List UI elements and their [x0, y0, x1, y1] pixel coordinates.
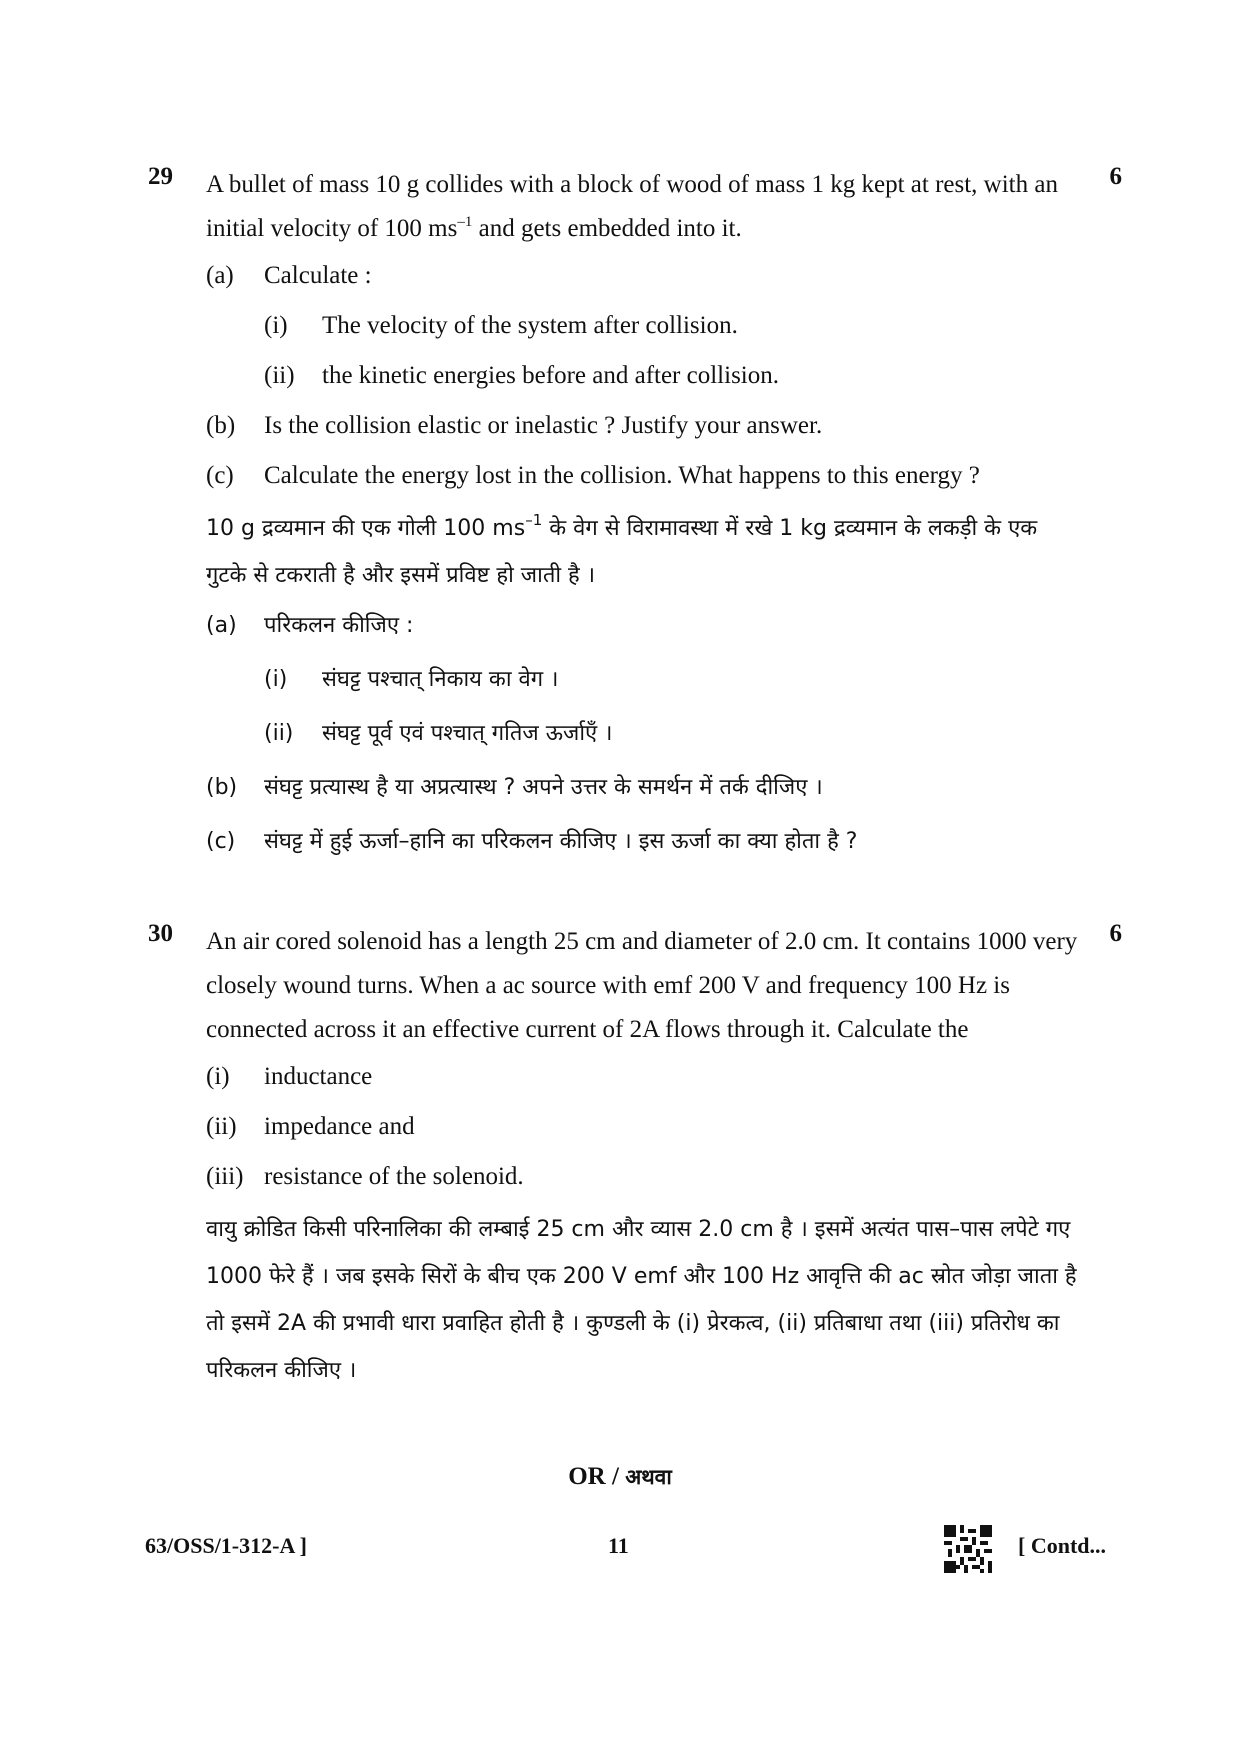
subpart-text: Calculate : [264, 262, 372, 289]
stem-text: and gets embedded into it. [472, 215, 742, 242]
subpart-a [206, 599, 1082, 653]
subpart-text: संघट्ट पश्चात् निकाय का वेग । [322, 667, 559, 692]
subpart-text: संघट्ट प्रत्यास्थ है या अप्रत्यास्थ ? अपने उत्तर के समर्थन में तर्क दीजिए । [264, 775, 823, 800]
superscript: –1 [457, 214, 473, 230]
qr-code-icon [944, 1525, 992, 1573]
paper-code: 63/OSS/1-312-A ] [145, 1533, 307, 1558]
subpart-label: (i) [264, 667, 288, 692]
subpart-label: (c) [206, 462, 234, 489]
subpart-iii [206, 1152, 1082, 1202]
subpart-label: (i) [206, 1063, 230, 1090]
subpart-i [206, 1052, 1082, 1102]
subpart-text: Is the collision elastic or inelastic ? Justify your answer. [264, 412, 823, 439]
stem-text: के वेग से विरामावस्था में रखे 1 kg द्रव्यमान के लकड़ी के एक गुटके से टकराती है और इसमें प्रविष्ट हो जाती है । [206, 516, 1038, 588]
question-29 [140, 163, 1130, 869]
or-divider [0, 1463, 1240, 1491]
subpart-text: impedance and [264, 1113, 415, 1140]
question-29-english [206, 163, 1082, 501]
superscript: –1 [525, 511, 543, 529]
subpart-a-i [264, 653, 1082, 707]
subpart-label: (c) [206, 829, 236, 854]
or-separator: / [605, 1463, 626, 1490]
subpart-label: (b) [206, 775, 238, 800]
stem-text: A bullet of mass 10 g collides with a block of wood of mass 1 kg kept at rest, with an initial velocity of 100 ms [206, 171, 1058, 242]
subpart-a-ii [264, 351, 1082, 401]
subpart-text: The velocity of the system after collision. [322, 312, 738, 339]
question-stem: An air cored solenoid has a length 25 cm and diameter of 2.0 cm. It contains 1000 very closely wound turns. When a ac source with emf 200 V and frequency 100 Hz is connected across it an effective current of 2A flows through it. Calculate the [206, 928, 1078, 1043]
question-stem [206, 505, 1082, 599]
question-30 [140, 920, 1130, 1394]
question-marks: 6 [1109, 163, 1122, 190]
question-number: 30 [148, 920, 173, 947]
subpart-label: (b) [206, 412, 236, 439]
subpart-text: संघट्ट पूर्व एवं पश्चात् गतिज ऊर्जाएँ । [322, 721, 613, 746]
subpart-text: resistance of the solenoid. [264, 1163, 524, 1190]
stem-text: 10 g द्रव्यमान की एक गोली 100 ms [206, 516, 526, 541]
subpart-text: the kinetic energies before and after collision. [322, 362, 779, 389]
page-number: 11 [608, 1533, 629, 1558]
subpart-label: (iii) [206, 1163, 244, 1190]
question-marks: 6 [1109, 920, 1122, 947]
subpart-ii [206, 1102, 1082, 1152]
subpart-text: संघट्ट में हुई ऊर्जा–हानि का परिकलन कीजिए । इस ऊर्जा का क्या होता है ? [264, 829, 858, 854]
subpart-c [206, 451, 1082, 501]
subpart-a [206, 251, 1082, 301]
subpart-label: (i) [264, 312, 288, 339]
subpart-text: परिकलन कीजिए : [264, 613, 414, 638]
subpart-label: (ii) [264, 721, 294, 746]
question-stem: वायु क्रोडित किसी परिनालिका की लम्बाई 25 cm और व्यास 2.0 cm है । इसमें अत्यंत पास–पास लपेटे गए 1000 फेरे हैं । जब इसके सिरों के बीच एक 200 V emf और 100 Hz आवृत्ति की ac स्रोत जोड़ा जाता है तो इसमें 2A की प्रभावी धारा प्रवाहित होती है । कुण्डली के (i) प्रेरकत्व, (ii) प्रतिबाधा तथा (iii) प्रतिरोध का परिकलन कीजिए । [206, 1217, 1077, 1383]
subpart-a-i [264, 301, 1082, 351]
subpart-label: (a) [206, 262, 234, 289]
subpart-text: Calculate the energy lost in the collision. What happens to this energy ? [264, 462, 980, 489]
question-number: 29 [148, 163, 173, 190]
question-30-english [206, 920, 1082, 1202]
question-29-hindi [206, 505, 1082, 869]
subpart-text: inductance [264, 1063, 373, 1090]
subpart-b [206, 761, 1082, 815]
continued-label: [ Contd... [1018, 1533, 1107, 1558]
subpart-b [206, 401, 1082, 451]
question-30-hindi [206, 1206, 1082, 1394]
or-hindi: अथवा [625, 1465, 672, 1489]
or-english: OR [568, 1463, 606, 1490]
subpart-c [206, 815, 1082, 869]
subpart-a-ii [264, 707, 1082, 761]
subpart-label: (ii) [264, 362, 295, 389]
subpart-label: (ii) [206, 1113, 237, 1140]
question-stem [206, 163, 1082, 251]
page-footer [0, 1533, 1240, 1583]
subpart-label: (a) [206, 613, 237, 638]
